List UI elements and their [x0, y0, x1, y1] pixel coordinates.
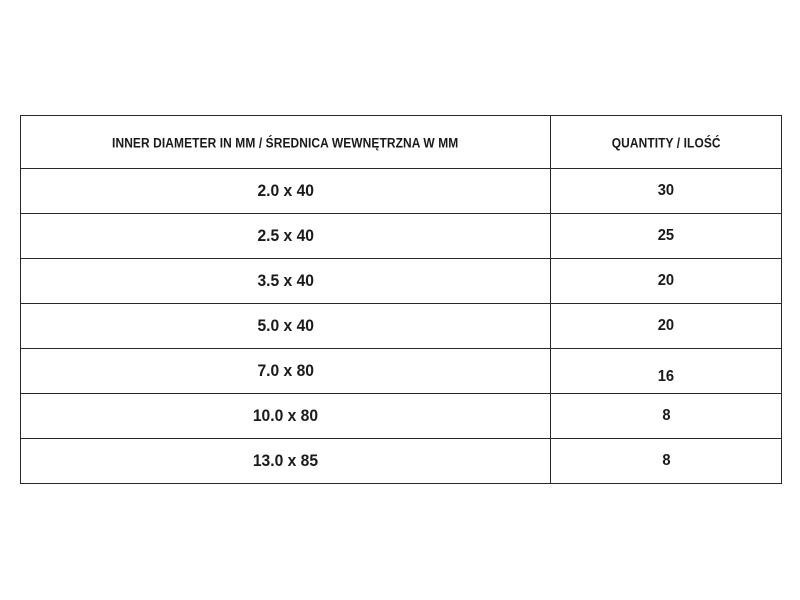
table-row	[21, 169, 782, 214]
quantity-value: 8	[661, 452, 671, 469]
size-quantity-table	[20, 115, 782, 484]
quantity-cell	[551, 439, 782, 484]
header-quantity-label: QUANTITY / ILOŚĆ	[611, 133, 721, 151]
diameter-cell	[21, 349, 551, 394]
diameter-cell	[21, 214, 551, 259]
table-row	[21, 394, 782, 439]
quantity-value: 25	[657, 227, 675, 244]
diameter-cell	[21, 439, 551, 484]
diameter-value: 3.5 x 40	[257, 271, 314, 290]
header-inner-diameter	[21, 113, 551, 170]
quantity-cell	[551, 259, 782, 304]
diameter-cell	[21, 394, 551, 439]
table-row	[21, 259, 782, 304]
diameter-cell	[21, 169, 551, 214]
diameter-value: 5.0 x 40	[257, 316, 314, 335]
table-row	[21, 439, 782, 484]
diameter-cell	[21, 304, 551, 349]
table-row	[21, 349, 782, 394]
quantity-value: 16	[657, 368, 675, 385]
quantity-value: 30	[657, 182, 675, 199]
quantity-cell	[551, 394, 782, 439]
diameter-value: 7.0 x 80	[257, 361, 314, 380]
header-quantity	[551, 113, 782, 170]
header-inner-diameter-label: INNER DIAMETER IN MM / ŚREDNICA WEWNĘTRZNA W MM	[112, 133, 459, 151]
diameter-value: 2.5 x 40	[257, 226, 314, 245]
quantity-cell	[551, 214, 782, 259]
quantity-cell	[551, 304, 782, 349]
table-row	[21, 304, 782, 349]
diameter-value: 13.0 x 85	[252, 451, 319, 470]
diameter-cell	[21, 259, 551, 304]
quantity-value: 8	[661, 407, 671, 424]
quantity-value: 20	[657, 272, 675, 289]
table-header-row	[21, 116, 782, 169]
diameter-value: 2.0 x 40	[257, 181, 314, 200]
diameter-value: 10.0 x 80	[252, 406, 319, 425]
quantity-value: 20	[657, 317, 675, 334]
table-row	[21, 214, 782, 259]
quantity-cell	[551, 349, 782, 394]
quantity-cell	[551, 169, 782, 214]
